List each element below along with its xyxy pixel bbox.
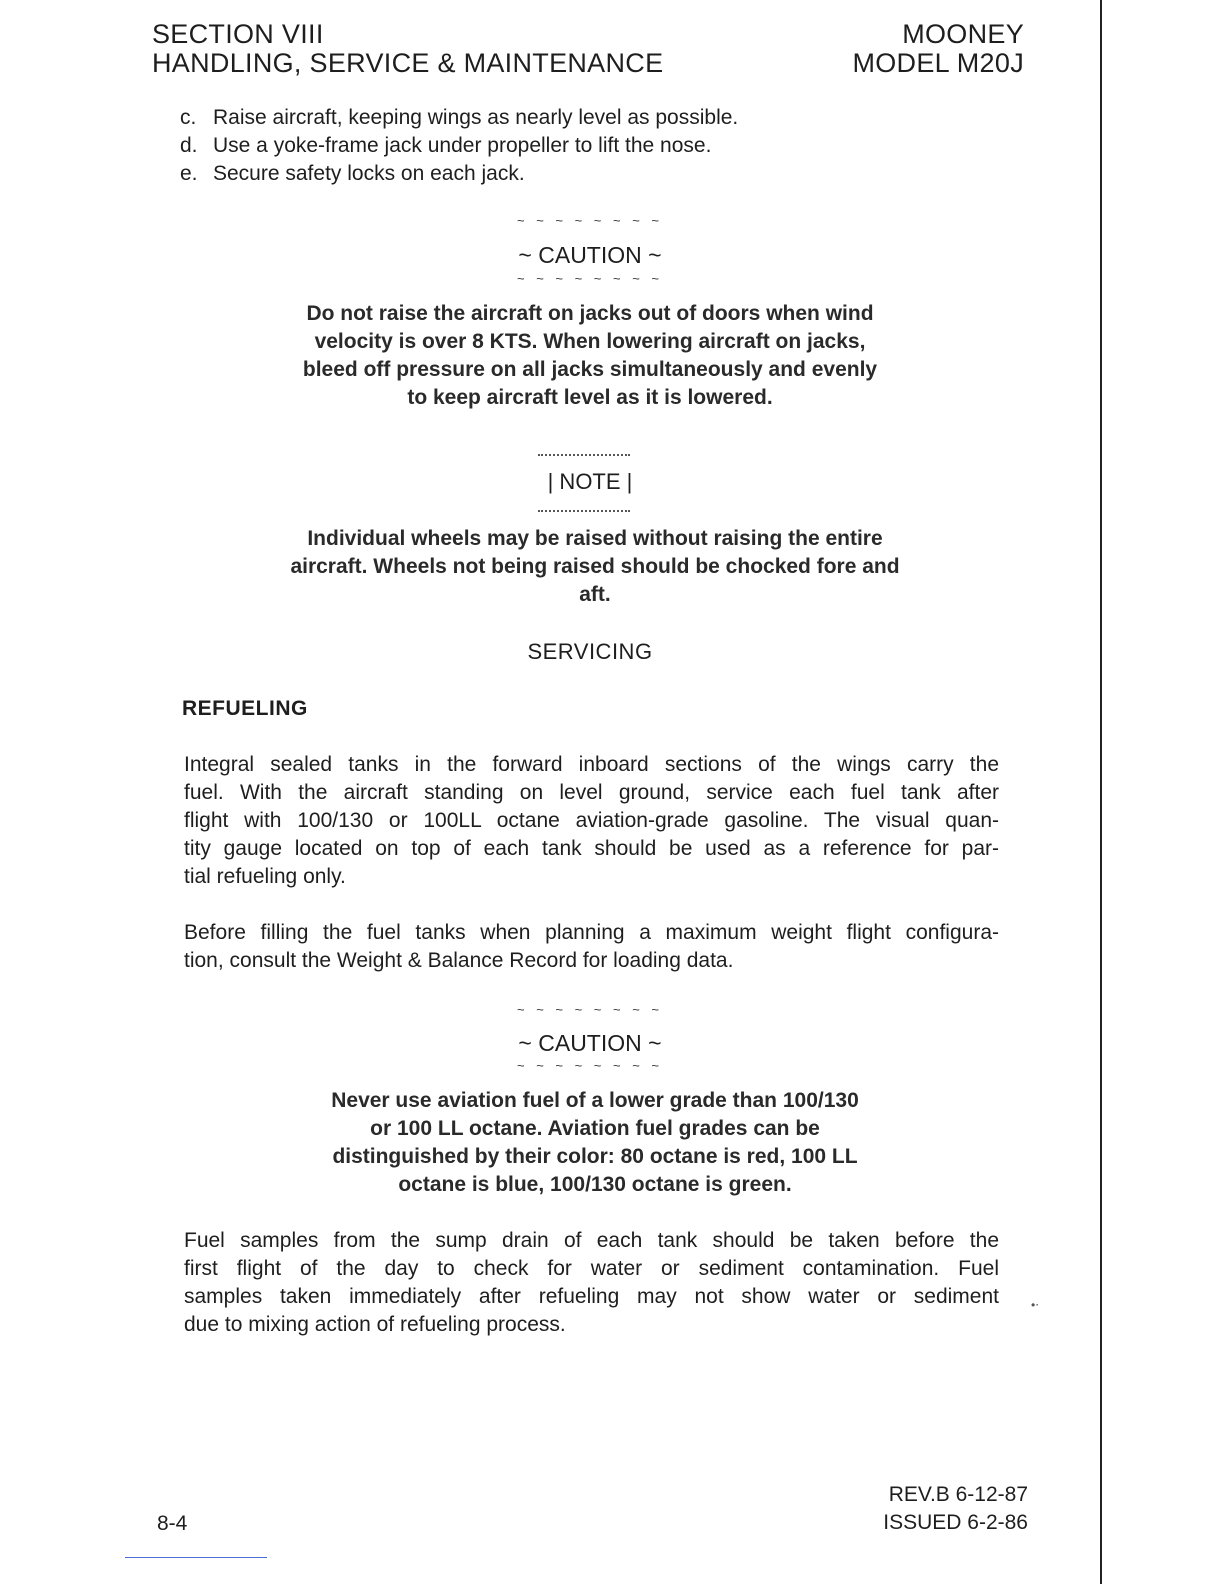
paragraph-line: Fuel samples from the sump drain of each tank should be taken before the bbox=[184, 1229, 999, 1252]
servicing-heading: SERVICING bbox=[527, 639, 653, 664]
caution-border-bottom: ~ ~ ~ ~ ~ ~ ~ ~ bbox=[516, 1058, 664, 1073]
section-header bbox=[152, 20, 663, 78]
model-header bbox=[852, 20, 1024, 78]
caution-line: distinguished by their color: 80 octane is red, 100 LL bbox=[332, 1145, 858, 1168]
page-number: 8-4 bbox=[157, 1512, 188, 1535]
caution-line: to keep aircraft level as it is lowered. bbox=[407, 386, 773, 409]
caution-label: ~ CAUTION ~ bbox=[518, 242, 662, 268]
paragraph-line: tity gauge located on top of each tank should be used as a reference for par- bbox=[184, 837, 999, 860]
refueling-heading: REFUELING bbox=[182, 697, 308, 720]
caution-border-top: ~ ~ ~ ~ ~ ~ ~ ~ bbox=[516, 1002, 664, 1017]
paragraph-line: Before filling the fuel tanks when planning a maximum weight flight configura- bbox=[184, 921, 999, 944]
note-label: | NOTE | bbox=[547, 469, 633, 494]
caution-text bbox=[240, 1087, 950, 1199]
step-text: Secure safety locks on each jack. bbox=[213, 162, 525, 185]
paragraph-line: tial refueling only. bbox=[184, 865, 346, 888]
jacking-steps bbox=[180, 104, 738, 188]
list-item bbox=[180, 132, 738, 160]
caution-line: Do not raise the aircraft on jacks out of doors when wind bbox=[306, 302, 874, 325]
step-letter: e. bbox=[180, 162, 198, 185]
model-name: MODEL M20J bbox=[852, 48, 1024, 78]
paragraph-line: flight with 100/130 or 100LL octane aviation-grade gasoline. The visual quan- bbox=[184, 809, 999, 832]
note-line: Individual wheels may be raised without raising the entire bbox=[307, 527, 883, 550]
caution-text bbox=[240, 300, 940, 412]
step-text: Use a yoke-frame jack under propeller to lift the nose. bbox=[213, 134, 712, 157]
page-edge-line bbox=[1100, 0, 1102, 1584]
section-title: HANDLING, SERVICE & MAINTENANCE bbox=[152, 48, 664, 78]
revision-block bbox=[883, 1481, 1028, 1537]
revision-date: REV.B 6-12-87 bbox=[888, 1483, 1028, 1506]
manufacturer: MOONEY bbox=[902, 19, 1024, 49]
section-number: SECTION VIII bbox=[152, 19, 324, 49]
note-line: aft. bbox=[579, 583, 611, 606]
paragraph-line: due to mixing action of refueling process. bbox=[184, 1313, 566, 1336]
caution-border-bottom: ~ ~ ~ ~ ~ ~ ~ ~ bbox=[516, 271, 664, 286]
paragraph-line: Integral sealed tanks in the forward inboard sections of the wings carry the bbox=[184, 753, 999, 776]
note-line: aircraft. Wheels not being raised should be chocked fore and bbox=[290, 555, 900, 578]
caution-line: bleed off pressure on all jacks simultaneously and evenly bbox=[302, 358, 878, 381]
step-letter: d. bbox=[180, 134, 198, 157]
caution-line: or 100 LL octane. Aviation fuel grades can be bbox=[370, 1117, 820, 1140]
step-letter: c. bbox=[180, 106, 197, 129]
caution-line: Never use aviation fuel of a lower grade than 100/130 bbox=[331, 1089, 859, 1112]
list-item bbox=[180, 160, 738, 188]
scan-mark: •⋅ bbox=[1031, 1298, 1040, 1312]
note-text bbox=[240, 525, 950, 609]
paragraph-line: first flight of the day to check for water or sediment contamination. Fuel bbox=[184, 1257, 999, 1280]
footer-rule bbox=[125, 1557, 267, 1558]
caution-line: velocity is over 8 KTS. When lowering aircraft on jacks, bbox=[314, 330, 866, 353]
caution-line: octane is blue, 100/130 octane is green. bbox=[398, 1173, 792, 1196]
caution-border-top: ~ ~ ~ ~ ~ ~ ~ ~ bbox=[516, 213, 664, 228]
fuel-sample-paragraph bbox=[184, 1227, 999, 1339]
paragraph-line: fuel. With the aircraft standing on level ground, service each fuel tank after bbox=[184, 781, 999, 804]
note-border-bottom bbox=[538, 510, 630, 512]
refueling-paragraph bbox=[184, 751, 999, 891]
weight-balance-paragraph bbox=[184, 919, 999, 975]
caution-label: ~ CAUTION ~ bbox=[518, 1030, 662, 1056]
note-border-top bbox=[538, 454, 630, 456]
paragraph-line: samples taken immediately after refueling may not show water or sediment bbox=[184, 1285, 999, 1308]
issued-date: ISSUED 6-2-86 bbox=[883, 1511, 1028, 1534]
list-item bbox=[180, 104, 738, 132]
step-text: Raise aircraft, keeping wings as nearly level as possible. bbox=[213, 106, 739, 129]
paragraph-line: tion, consult the Weight & Balance Record for loading data. bbox=[184, 949, 734, 972]
